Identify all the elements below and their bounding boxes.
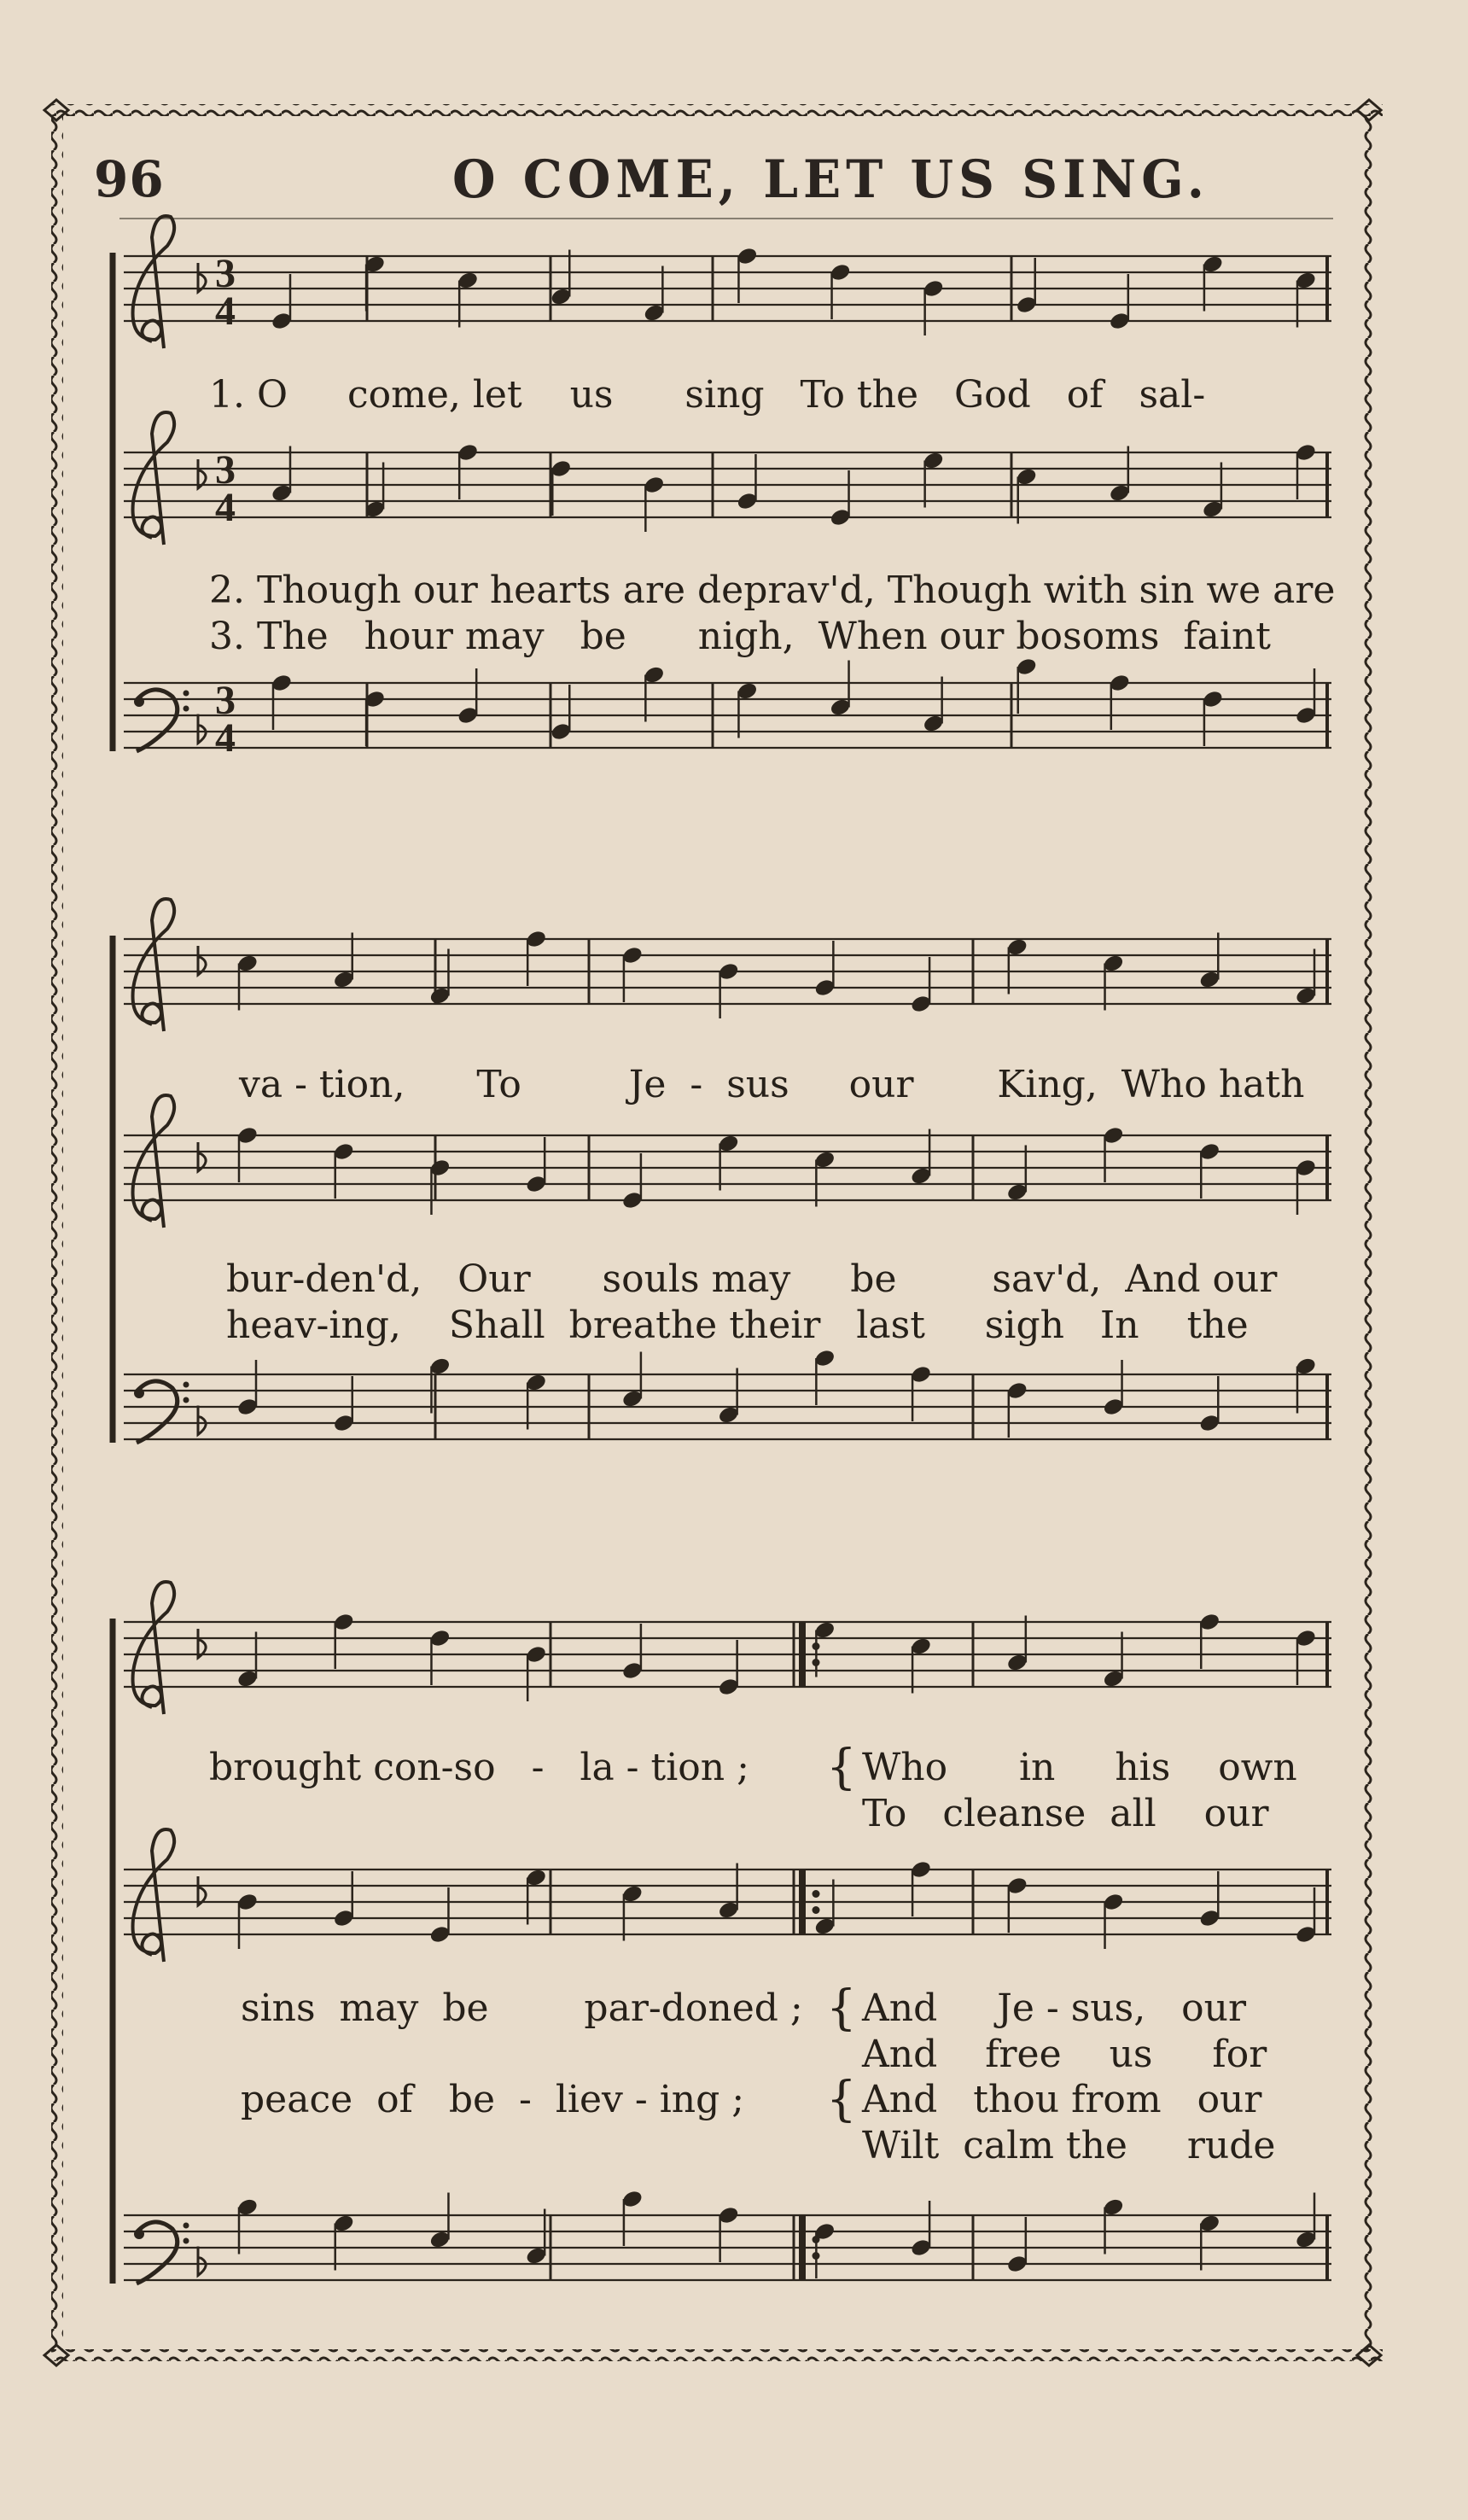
- refrain-line: And thou from our: [862, 2078, 1262, 2121]
- time-signature-bottom: 4: [215, 289, 236, 334]
- bass-clef-dot: [184, 2238, 189, 2244]
- refrain-line: Who in his own: [862, 1746, 1297, 1789]
- bass-clef-dot: [184, 2223, 189, 2229]
- lyric-line-verse2-part2: bur-den'd, Our souls may be sav'd, And our: [226, 1257, 1278, 1301]
- repeat-dot: [813, 1890, 820, 1898]
- time-signature-bottom: 4: [215, 485, 236, 530]
- lyric-line-verse3-part3: peace of be - liev - ing ;: [241, 2078, 745, 2121]
- bass-clef-dot: [184, 706, 189, 712]
- refrain-brace: {: [826, 2072, 857, 2127]
- treble-clef-icon: [133, 1582, 175, 1714]
- refrain-line: And Je - sus, our: [862, 1986, 1247, 2030]
- time-signature-top: 3: [215, 251, 236, 296]
- time-signature-top: 3: [215, 678, 236, 723]
- flat-sign-icon: [198, 1406, 206, 1435]
- treble-clef-icon: [133, 216, 175, 348]
- bass-clef-dot: [184, 1397, 189, 1403]
- bass-clef-dot: [184, 1382, 189, 1388]
- refrain-brace: {: [826, 1740, 857, 1795]
- refrain-brace: {: [826, 1980, 857, 2036]
- bass-clef-dot: [134, 1388, 144, 1398]
- lyric-line-verse3-part2: heav-ing, Shall breathe their last sigh In the: [226, 1304, 1249, 1347]
- bass-clef-dot: [184, 691, 189, 697]
- lyric-line-verse2-part1: 2. Though our hearts are deprav'd, Though with sin we are: [209, 569, 1336, 612]
- refrain-line: To cleanse all our: [862, 1792, 1269, 1835]
- lyric-line-verse1-part3: brought con-so - la - tion ;: [209, 1746, 749, 1789]
- page-title: O COME, LET US SING.: [452, 149, 1209, 210]
- treble-clef-icon: [133, 1095, 175, 1228]
- treble-clef-icon: [133, 1829, 175, 1962]
- repeat-dot: [813, 1906, 820, 1914]
- time-signature-top: 3: [215, 447, 236, 493]
- flat-sign-icon: [198, 2247, 206, 2276]
- bass-clef-dot: [134, 697, 144, 707]
- lyric-line-verse1-part2: va - tion, To Je - sus our King, Who hath: [239, 1063, 1305, 1106]
- bass-clef-dot: [134, 2229, 144, 2239]
- lyric-line-verse2-part3: sins may be par-doned ;: [241, 1986, 803, 2030]
- refrain-line: Wilt calm the rude: [862, 2124, 1276, 2167]
- time-signature-bottom: 4: [215, 715, 236, 761]
- page-number: 96: [94, 150, 165, 208]
- treble-clef-icon: [133, 412, 175, 545]
- treble-clef-icon: [133, 899, 175, 1031]
- lyric-line-verse1-part1: 1. O come, let us sing To the God of sal-: [209, 373, 1206, 417]
- flat-sign-icon: [198, 715, 206, 744]
- refrain-line: And free us for: [862, 2033, 1267, 2076]
- lyric-line-verse3-part1: 3. The hour may be nigh, When our bosoms faint: [209, 615, 1271, 658]
